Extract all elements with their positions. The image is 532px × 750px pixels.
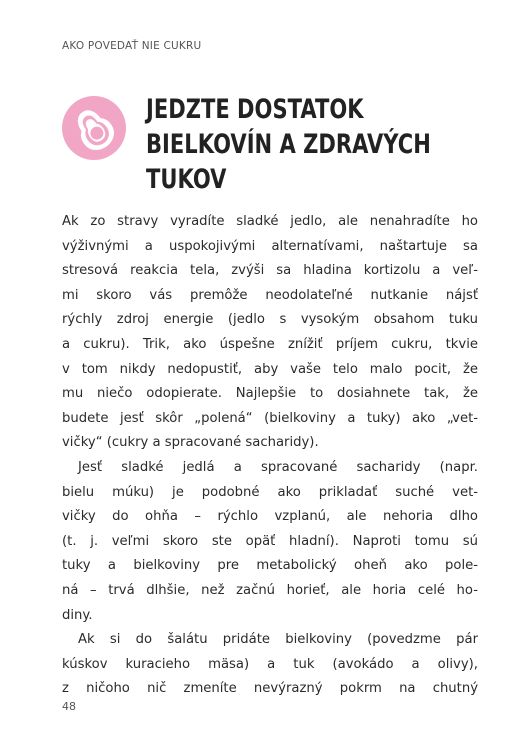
paragraph-2	[62, 456, 478, 628]
text-line: výživnými a uspokojivými alternatívami, naštartuje sa	[62, 238, 478, 254]
text-line: stresová reakcia tela, zvýši sa hladina kortizolu a veľ-	[62, 263, 478, 279]
chapter-title-line: JEDZTE DOSTATOK	[146, 94, 364, 125]
body-text	[62, 210, 478, 702]
paragraph-3	[62, 628, 478, 702]
avocado-icon	[62, 96, 126, 160]
text-line: z ničoho nič zmeníte nevýrazný pokrm na chutný	[62, 681, 478, 697]
text-line: v tom nikdy nedopustiť, aby vaše telo malo pocit, že	[62, 361, 478, 377]
chapter-title-line: TUKOV	[146, 164, 227, 195]
text-line: ná – trvá dlhšie, než začnú horieť, ale horia celé ho-	[62, 582, 478, 598]
text-line: Ak si do šalátu pridáte bielkoviny (povedzme pár	[78, 632, 478, 648]
text-line: Ak zo stravy vyradíte sladké jedlo, ale nenahradíte ho	[62, 214, 478, 229]
text-line: vičky do ohňa – rýchlo vzplanú, ale nehoria dlho	[62, 509, 478, 525]
text-line: Jesť sladké jedlá a spracované sacharidy (napr.	[78, 459, 478, 475]
text-line: vičky“ (cukry a spracované sacharidy).	[62, 435, 319, 451]
text-line: budete jesť skôr „polená“ (bielkoviny a tuky) ako „vet-	[62, 410, 478, 426]
text-line: (t. j. veľmi skoro ste opäť hladní). Naproti tomu sú	[62, 533, 478, 549]
running-header: AKO POVEDAŤ NIE CUKRU	[62, 40, 202, 52]
paragraph-1	[62, 210, 478, 456]
text-line: tuky a bielkoviny pre metabolický oheň ako pole-	[62, 558, 478, 574]
avocado-icon-graphic	[62, 96, 126, 160]
text-line: rýchly zdroj energie (jedlo s vysokým obsahom tuku	[62, 312, 478, 328]
text-line: bielu múku) je podobné ako prikladať suché vet-	[62, 484, 478, 500]
text-line: diny.	[62, 607, 93, 623]
text-line: mu niečo odopierate. Najlepšie to dosiahnete tak, že	[62, 386, 478, 402]
text-line: a cukru). Trik, ako úspešne znížiť príjem cukru, tkvie	[62, 336, 478, 352]
text-line: mi skoro vás premôže neodolateľné nutkanie nájsť	[62, 287, 478, 303]
text-line: kúskov kuracieho mäsa) a tuk (avokádo a olivy),	[62, 656, 478, 672]
page-number: 48	[62, 700, 76, 713]
chapter-title-block	[62, 92, 482, 195]
chapter-title	[146, 92, 431, 197]
chapter-title-line: BIELKOVÍN A ZDRAVÝCH	[146, 129, 431, 160]
